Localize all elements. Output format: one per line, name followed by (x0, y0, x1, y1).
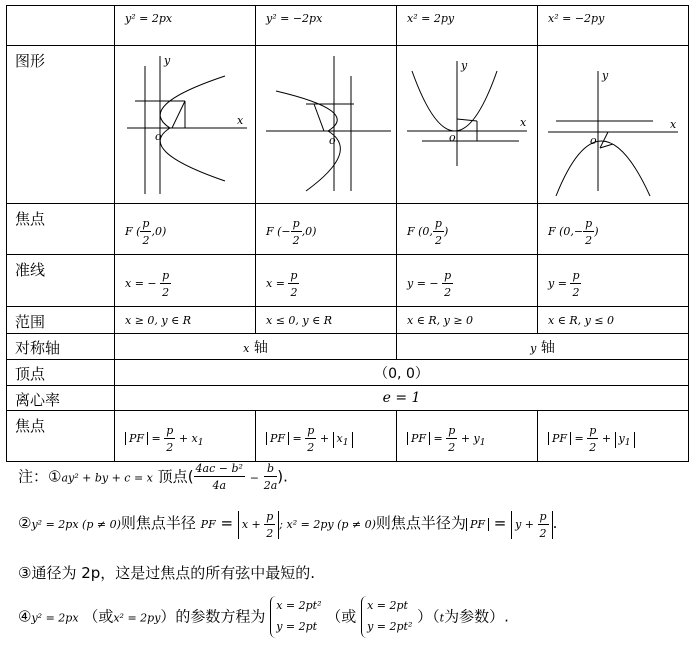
axis-row-label: 对称轴 (7, 334, 115, 360)
note-4-text: ）的参数方程为 (160, 607, 266, 626)
abs-term (333, 432, 353, 448)
frac-num: b (264, 463, 278, 477)
note-4-system-2 (361, 596, 412, 638)
directrix-row-label: 准线 (7, 255, 115, 307)
axis-x-cell (115, 334, 397, 360)
range-row (7, 307, 689, 334)
graph-y-label: y (602, 69, 609, 82)
abs-pf: PF (266, 432, 289, 445)
focus-suffix: ,0) (151, 225, 167, 238)
graph-downward-opening (538, 46, 688, 199)
focus-row-label: 焦点 (7, 204, 115, 255)
directrix-cell-2 (256, 255, 397, 307)
focus-cell-3 (397, 204, 538, 255)
header-eq-1: y² = 2px (115, 6, 256, 46)
directrix-prefix: y = − (407, 276, 439, 290)
frac-den: 2 (572, 285, 580, 299)
fr-plus: + (601, 432, 612, 445)
note-4-prefix: ④ (18, 607, 32, 626)
fr-sub: 1 (479, 437, 486, 449)
focus-prefix: F (0, (407, 225, 433, 238)
note-4-or2: （或 (326, 607, 357, 626)
sys-line: x = 2pt (367, 599, 408, 612)
note-2-abs2: y + $\frac{p}{2}$ (511, 511, 552, 539)
range-cell-1: x ≥ 0, y ∈ R (115, 307, 256, 334)
abs-pf: PF (407, 432, 430, 445)
axis-var: y (530, 341, 537, 355)
frac-den: 2 (266, 527, 274, 540)
note-4-end2: 为参数）. (444, 607, 509, 626)
frac-den: 2 (142, 234, 150, 247)
graph-origin-label: o (449, 131, 456, 144)
focus-suffix: ) (443, 225, 449, 238)
note-2-eq2: ; x² = 2py (p ≠ 0) (279, 518, 376, 531)
fr-term: + x (178, 432, 198, 445)
header-eq-3: x² = 2py (397, 6, 538, 46)
note-3: ③通径为 2p，这是过焦点的所有弦中最短的. (18, 564, 316, 582)
graph-cell-4 (538, 46, 689, 204)
frac-den: 2 (444, 285, 452, 299)
graph-row (7, 46, 689, 204)
graph-cell-1 (115, 46, 256, 204)
graph-y-label: y (164, 54, 171, 67)
graph-row-label: 图形 (7, 46, 115, 204)
axis-var: x (243, 341, 250, 355)
axis-text: 轴 (540, 339, 555, 356)
directrix-cell-1 (115, 255, 256, 307)
ecc-cell: e = 1 (115, 386, 689, 411)
graph-right-opening (115, 46, 255, 199)
abs-pf: PF (548, 432, 571, 445)
frac-num: p (142, 217, 150, 230)
frac-num: 4ac − b² (195, 462, 243, 475)
frac-num: p (444, 268, 452, 282)
frac-den: 2 (539, 527, 547, 540)
fr-term: x (336, 432, 343, 445)
frac-num: p (539, 510, 547, 523)
focus-cell-4 (538, 204, 689, 255)
frac-den: 2 (448, 441, 456, 454)
frac-den: 2 (166, 441, 174, 454)
focus-row (7, 204, 689, 255)
note-2-pf: PF (200, 518, 216, 531)
vertex-cell: （0, 0） (115, 360, 689, 386)
graph-origin-label: o (155, 130, 162, 143)
axis-row (7, 334, 689, 360)
frac-num: p (290, 268, 298, 282)
frac-den: 2 (292, 234, 300, 247)
frac-den: 2 (585, 234, 593, 247)
note-1-eq: ay² + by + c = x (61, 471, 153, 485)
abs-term (615, 432, 635, 448)
fr-term: y (618, 432, 625, 445)
fr-sub: 1 (197, 437, 204, 449)
header-eq-2: y² = −2px (256, 6, 397, 46)
range-cell-2: x ≤ 0, y ∈ R (256, 307, 397, 334)
note-4-eq2: x² = 2py (113, 611, 161, 625)
note-4-t: t (439, 611, 445, 625)
frac-num: p (572, 268, 580, 282)
note-4 (18, 596, 509, 638)
graph-y-label: y (461, 59, 468, 72)
directrix-prefix: y = (548, 276, 567, 290)
frac-num: p (162, 268, 170, 282)
directrix-cell-4 (538, 255, 689, 307)
frac-num: p (292, 217, 300, 230)
note-4-system-1 (270, 596, 321, 638)
graph-x-label: x (520, 116, 527, 129)
frac-den: 2 (307, 441, 315, 454)
graph-left-opening (256, 46, 396, 199)
frac-den: 2 (434, 234, 442, 247)
note-4-end: ）（ (417, 607, 440, 626)
parabola-table (6, 5, 689, 462)
note-1-text: 顶点 (157, 467, 188, 486)
graph-origin-label: o (329, 134, 336, 147)
frac-num: p (589, 424, 597, 437)
note-2-abs1: x + $\frac{p}{2}$ (238, 511, 279, 539)
graph-x-label: x (237, 114, 244, 127)
vertex-row-label: 顶点 (7, 360, 115, 386)
graph-upward-opening (397, 46, 537, 199)
frac-num: p (166, 424, 174, 437)
frac-den: 2 (589, 441, 597, 454)
focus-cell-2 (256, 204, 397, 255)
note-1: 注：①ay² + by + c = x 顶点( $\frac{\text{4ac − b²}}{4a}$ − $\frac{b}{2a}$ ). (18, 462, 288, 492)
graph-origin-label: o (590, 134, 597, 147)
focal-radius-cell-4: PF = $\frac{p}{2}$ + $y_1$ (538, 411, 689, 462)
sys-line: y = 2pt² (367, 619, 413, 633)
ecc-row-label: 离心率 (7, 386, 115, 411)
sys-line: y = 2pt (276, 619, 318, 633)
focal-radius-cell-2: PF = $\frac{p}{2}$ + $x_1$ (256, 411, 397, 462)
note-4-eq1: y² = 2px (31, 611, 79, 625)
note-1-prefix: 注：① (18, 467, 62, 486)
frac-num: p (434, 217, 442, 230)
header-empty-cell (7, 6, 115, 46)
note-1-sep: − (249, 471, 259, 485)
note-2: ②y² = 2px (p ≠ 0)则焦点半径 PF = x + $\frac{p}{2}$ ; x² = 2py (p ≠ 0)则焦点半径为 PF = y + $\frac{p}{2}$ . (18, 510, 558, 540)
directrix-cell-3 (397, 255, 538, 307)
focus-prefix: F ( (125, 225, 141, 238)
focal-radius-cell-1: PF = $\frac{p}{2}$ + $x_1$ (115, 411, 256, 462)
frac-den: 2 (162, 285, 170, 299)
focus-suffix: ) (594, 225, 599, 238)
range-cell-4: x ∈ R, y ≤ 0 (538, 307, 689, 334)
note-2-eq1: y² = 2px (p ≠ 0) (31, 518, 121, 531)
frac-num: p (307, 424, 315, 437)
focal-radius-cell-3: PF = $\frac{p}{2}$ + $y_1$ (397, 411, 538, 462)
directrix-prefix: x = (266, 276, 285, 290)
note-2-abs-pf: PF (466, 518, 489, 531)
frac-num: p (448, 424, 456, 437)
fr-sub: 1 (342, 437, 349, 449)
abs-pf: PF (125, 432, 148, 445)
header-row (7, 6, 689, 46)
focus-prefix: F (− (266, 225, 291, 238)
graph-cell-3 (397, 46, 538, 204)
vertex-row (7, 360, 689, 386)
note-4-or: （或 (83, 607, 114, 626)
graph-x-label: x (670, 118, 677, 131)
axis-text: 轴 (253, 339, 268, 356)
focus-suffix: ,0) (301, 225, 317, 238)
note-2-prefix: ② (18, 514, 32, 532)
frac-num: p (585, 217, 593, 230)
focal-radius-row (7, 411, 689, 462)
frac-den: 2a (263, 479, 278, 492)
fr-term: + y (460, 432, 480, 445)
fr-plus: + (319, 432, 330, 445)
frac-num: p (266, 510, 274, 523)
fr-sub: 1 (624, 437, 631, 449)
sys-line: x = 2pt² (276, 599, 322, 612)
graph-cell-2 (256, 46, 397, 204)
axis-y-cell (397, 334, 689, 360)
range-row-label: 范围 (7, 307, 115, 334)
note-2-text1: 则焦点半径 (120, 514, 196, 532)
focus-prefix: F (0,− (548, 225, 584, 238)
focal-radius-row-label: 焦点 (7, 411, 115, 462)
directrix-prefix: x = − (125, 276, 157, 290)
focus-cell-1 (115, 204, 256, 255)
directrix-row (7, 255, 689, 307)
header-eq-4: x² = −2py (538, 6, 689, 46)
ecc-row (7, 386, 689, 411)
note-2-text2: 则焦点半径为 (375, 514, 466, 532)
frac-den: 2 (290, 285, 298, 299)
range-cell-3: x ∈ R, y ≥ 0 (397, 307, 538, 334)
frac-den: 4a (212, 479, 227, 492)
